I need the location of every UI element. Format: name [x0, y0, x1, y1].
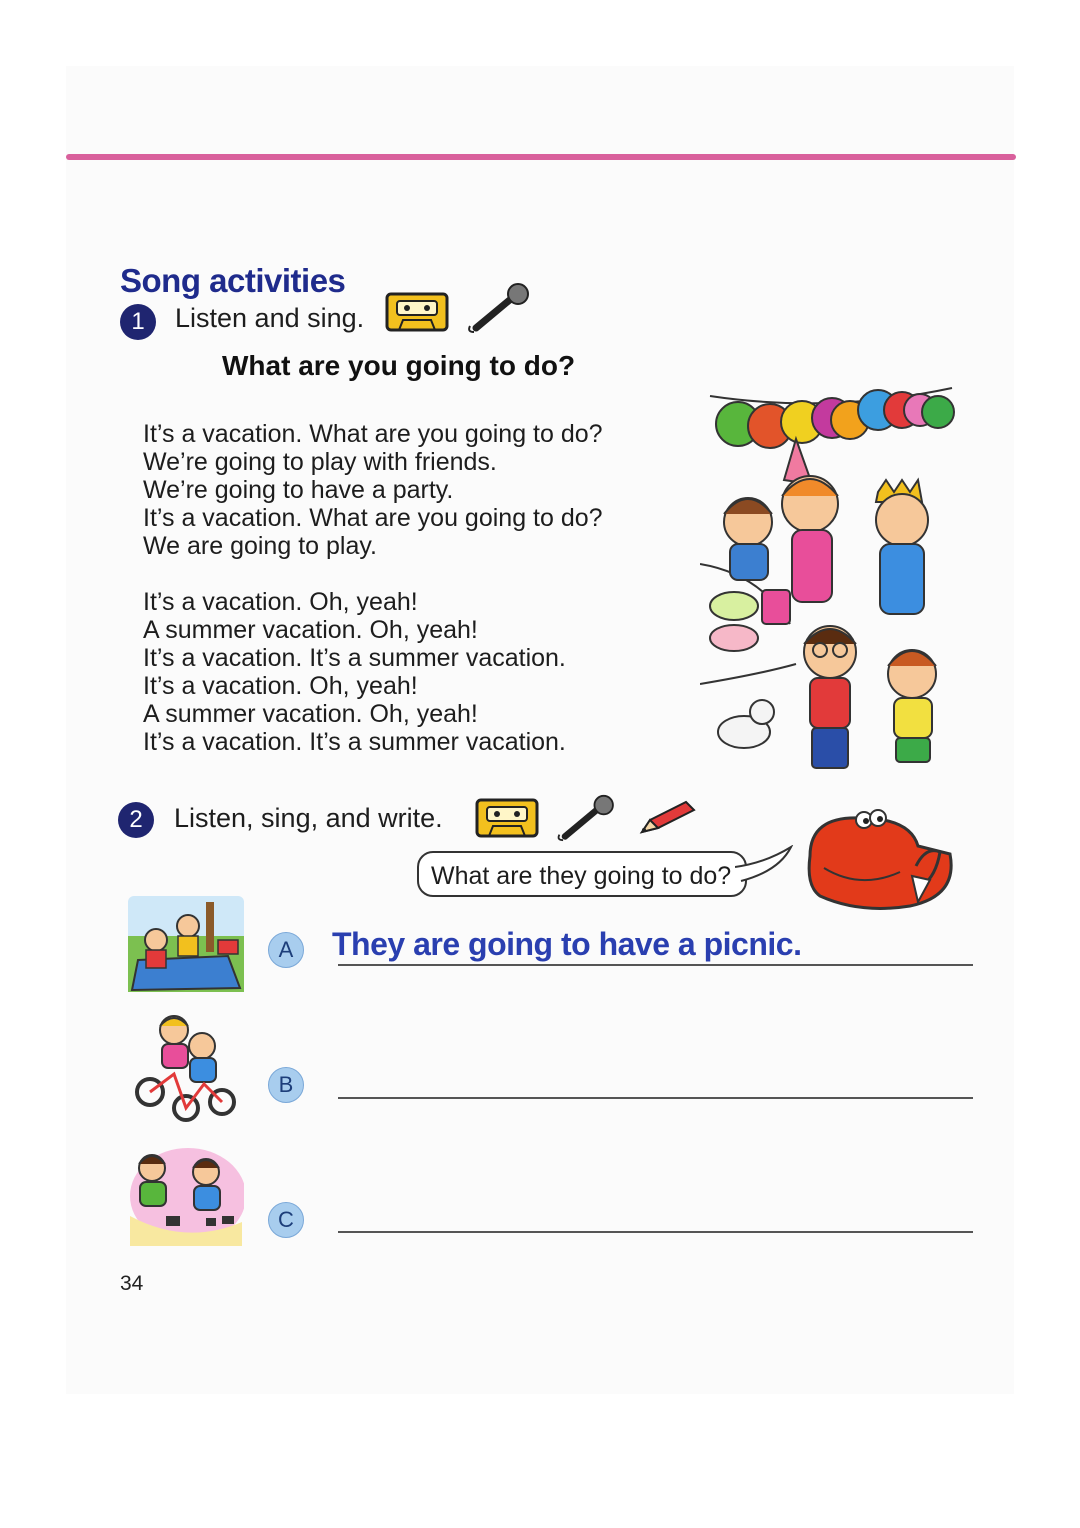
item-a-answer-line[interactable]	[338, 964, 973, 966]
pink-header-rule	[66, 154, 1016, 160]
lyric-line: It’s a vacation. It’s a summer vacation.	[143, 728, 566, 756]
lyric-line: It’s a vacation. Oh, yeah!	[143, 588, 418, 616]
speech-bubble-tail	[735, 845, 795, 885]
page-number: 34	[120, 1272, 144, 1295]
item-c-answer-line[interactable]	[338, 1231, 973, 1233]
lyric-line: It’s a vacation. What are you going to do?	[143, 504, 603, 532]
lyric-line: We’re going to have a party.	[143, 476, 454, 504]
activity-1-number: 1	[120, 304, 156, 340]
playing-picture	[126, 1146, 244, 1246]
picnic-picture	[128, 896, 244, 992]
pencil-icon	[636, 798, 698, 836]
bike-riding-picture	[134, 1012, 238, 1122]
song-verse-2	[143, 588, 566, 756]
cassette-icon	[475, 798, 539, 838]
item-b-answer-line[interactable]	[338, 1097, 973, 1099]
song-verse-1	[143, 420, 603, 560]
microphone-icon	[555, 794, 621, 842]
lyric-line: A summer vacation. Oh, yeah!	[143, 616, 478, 644]
activity-1-instruction: Listen and sing.	[175, 303, 365, 333]
speech-bubble: What are they going to do?	[417, 851, 747, 897]
cassette-icon	[385, 292, 449, 332]
item-a-letter: A	[268, 932, 304, 968]
lyric-line: We are going to play.	[143, 532, 377, 560]
lyric-line: It’s a vacation. It’s a summer vacation.	[143, 644, 566, 672]
microphone-icon	[466, 282, 536, 334]
dinosaur-mascot	[800, 806, 960, 916]
party-illustration	[700, 384, 960, 794]
item-c-letter: C	[268, 1202, 304, 1238]
lyric-line: It’s a vacation. Oh, yeah!	[143, 672, 418, 700]
item-a-answer: They are going to have a picnic.	[332, 926, 802, 962]
activity-2-number: 2	[118, 802, 154, 838]
lyric-line: It’s a vacation. What are you going to do?	[143, 420, 603, 448]
lyric-line: We’re going to play with friends.	[143, 448, 497, 476]
item-b-letter: B	[268, 1067, 304, 1103]
lyric-line: A summer vacation. Oh, yeah!	[143, 700, 478, 728]
song-title: What are you going to do?	[222, 350, 576, 381]
activity-2-instruction: Listen, sing, and write.	[174, 803, 443, 833]
section-title: Song activities	[120, 262, 346, 299]
